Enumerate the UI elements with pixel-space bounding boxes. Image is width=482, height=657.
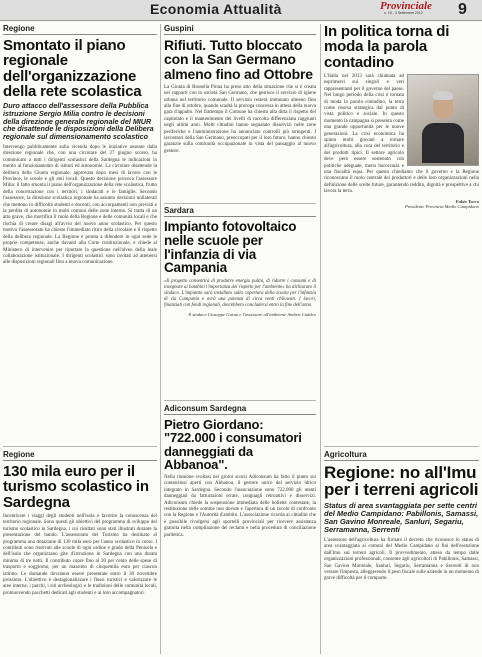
article-contadino (324, 24, 479, 442)
section-rubric: Adiconsum Sardegna (164, 404, 316, 415)
article-turismo (3, 450, 157, 655)
article-headline: Regione: no all'Imu per i terreni agricoli (324, 463, 479, 500)
article-body: Nella riunione svoltasi nei giorni scorsi Adiconsum ha fatto il punto sui contenziosi aperti con Abbanoa, il gestore unico del servizio idrico integrato in Sardegna. Secondo l'associazione sono 722.000 gli utenti danneggiati da fatturazioni errate, conguagli retroattivi e disservizi. Adiconsum chiede la sospensione immediata delle bollette contestate, la restituzione delle somme non dovute e l'apertura di un tavolo di confronto con la Regione e l'Autorità d'ambito. L'associazione ricorda ai cittadini che è possibile rivolgersi agli sportelli provinciali per ricevere assistenza gratuita nella compilazione dei reclami e nella procedura di conciliazione paritetica. (164, 475, 316, 538)
publication-logo: Provinciale (380, 0, 432, 12)
signature-name: Fabio Tocco (455, 198, 479, 204)
article-body: L'assessore dell'agricoltura ha firmato il decreto che riconosce lo status di area svantaggiata ai comuni del Medio Campidano ai fini dell'esenzione dall'Imu sui terreni agricoli. Il provvedimento, atteso da tempo dalle organizzazioni professionali, consente agli agricoltori di Pabillonis, Samassi, San Gavino Monreale, Sanluri, Segariu, Serramanna e Serrenti di non versare l'imposta, alleggerendo il peso fiscale sulle aziende in un momento di grave difficoltà per il comparto. (324, 538, 479, 582)
article-fotovoltaico (164, 206, 316, 396)
divider (164, 400, 316, 401)
article-scuole (3, 24, 157, 442)
column-divider (320, 24, 321, 654)
article-body: «Il progetto consentirà di produrre energia pulita, di ridurre i consumi e di insegnare ai bambini l'importanza del rispetto per l'ambiente» ha dichiarato il sindaco. L'impianto sarà installato sulla copertura della scuola per l'infanzia di via Campania e avrà una potenza di circa venti chilowatt. I lavori, finanziati con fondi regionali, dovrebbero concludersi entro la fine dell'anno. (164, 279, 316, 309)
article-deck: Duro attacco dell'assessore della Pubblica istruzione Sergio Milia contro le decisioni della direzione generale regionale del MIUR che disattende le disposizioni della Delibera regionale sul dimensionamento scolastico (3, 101, 154, 142)
article-deck: Status di area svantaggiata per sette centri del Medio Campidano: Pabillonis, Samassi, San Gavino Monreale, Sanluri, Segariu, Serramanna, Serrenti (324, 500, 479, 534)
section-rubric: Sardara (164, 206, 316, 217)
author-photo (407, 74, 479, 166)
portrait-body (422, 123, 464, 163)
section-rubric: Regione (3, 24, 157, 35)
section-rubric: Regione (3, 450, 157, 461)
article-headline: Rifiuti. Tutto bloccato con la San Germano almeno fino ad Ottobre (164, 37, 313, 82)
article-headline: 130 mila euro per il turismo scolastico in Sardegna (3, 463, 149, 511)
divider (164, 203, 316, 204)
article-headline: Pietro Giordano: "722.000 i consumatori danneggiati da Abbanoa". (164, 417, 302, 472)
article-body: Incentivare i viaggi degli studenti nell'isola e favorire la conoscenza del territorio regionale. Sono questi gli obiettivi del programma di sviluppo del turismo scolastico in Sardegna, i cui risultati sono stati illustrati durante la presentazione del bando. L'assessorato del Turismo ha destinato al programma una dotazione di 130 mila euro per l'anno scolastico in corso. I contributi sono riservati alle scuole di ogni ordine e grado della Penisola e dell'isola che organizzano gite d'istruzione in Sardegna con una durata minima di tre notti. Il contributo copre fino al 30 per cento delle spese di trasporto e soggiorno, per un massimo di cinquemila euro per ciascun istituto. Le domande dovranno essere presentate entro il 30 novembre prossimo. L'obiettivo è destagionalizzare i flussi turistici e valorizzare le aree interne, i parchi, i siti archeologici e le tradizioni delle comunità locali, promuovendo pacchetti dedicati agli studenti e ai loro accompagnatori. (3, 513, 157, 596)
divider (324, 446, 479, 447)
issue-date: n. 15 - 3 Settembre 2012 (384, 11, 423, 15)
article-headline: Impianto fotovoltaico nelle scuole per l'infanzia di via Campania (164, 219, 297, 276)
column-divider (160, 24, 161, 654)
article-body: Intervengo pubblicamente sulla vicenda dopo le iniziative assunte dalla direzione regionale che, con una circolare del 27 giugno scorso, ha comunicato a tutti i dirigenti scolastici della Sardegna le indicazioni in merito al funzionamento di istituti ed autonomie. La circolare disattende la delibera della Giunta regionale, approvata dopo mesi di lavoro con le Province, le scuole e gli enti locali. Questo decisione provoca l'assessore Milia: il fatto smonta il piano dell'organizzazione della rete scolastica, frutto della concertazione con i territori, i sindacati e le famiglie. Secondo l'assessore, la direzione scolastica regionale ha assunto decisioni unilaterali che mettono in difficoltà studenti e docenti, con accorpamenti non previsti e la perdita di autonomie in molti comuni delle zone interne. Si tratta di un atto grave, che mortifica il ruolo della Regione e delle comunità locali e che rischia di creare disagi all'avvio del nuovo anno scolastico. Per questo motivo l'assessorato ha chiesto l'immediato ritiro della circolare e il rispetto della delibera regionale. La Regione è pronta a difendere in ogni sede le proprie competenze, anche davanti alla Corte costituzionale, e chiede al Ministero di intervenire per riportare la questione nell'alveo della leale collaborazione istituzionale. I dirigenti scolastici sono invitati ad attenersi alle disposizioni regionali fino a nuova comunicazione. (3, 145, 157, 266)
section-rubric: Agricoltura (324, 450, 479, 461)
section-rubric: Guspini (164, 24, 316, 35)
article-body: L'Italia nel 2013 sarà chiamata ad esprimersi sui singoli e veri rappresentanti per il governo del paese. Nel lungo periodo della crisi è tornata di moda la parola contadino, la terra come risorsa strategica dal punto di vista politico e sociale. In questo momento la campagna si presenta come una grande opportunità per le nuove generazioni. La crisi economica ha spinto molti giovani a tornare all'agricoltura, alla cura del territorio e dei prodotti tipici. Il settore agricolo deve però essere sostenuto con politiche adeguate, meno burocrazia e una fiscalità equa. Per questo chiediamo che il governo e la Regione riconoscano il ruolo centrale dei produttori e delle loro organizzazioni nella definizione delle scelte future, garantendo reddito, dignità e prospettive a chi lavora la terra. (324, 73, 479, 195)
article-headline: Smontato il piano regionale dell'organizzazione della rete scolastica (3, 37, 142, 100)
section-title: Economia Attualità (150, 1, 282, 17)
article-signature: Il sindaco Giuseppe Garau e l'assessore all'ambiente Andrea Caddeo (188, 312, 316, 318)
portrait-hair (433, 91, 453, 100)
page-header (0, 0, 482, 21)
article-headline: In politica torna di moda la parola contadino (324, 24, 450, 71)
page-number: 9 (458, 1, 467, 18)
divider (3, 446, 157, 447)
signature-role: Presidente Provincia Medio Campidano (404, 203, 479, 209)
article-content (324, 74, 479, 196)
article-imu (324, 450, 479, 655)
article-abbanoa (164, 404, 316, 654)
article-body: La Giunta di Rossella Pinna ha preso atto della situazione che si è creata nei rapporti con la società San Germano, che gestisce il servizio di igiene urbana nel territorio comunale. Il servizio resterà immutato almeno fino alla fine di ottobre, quando scadrà la proroga concessa in attesa della nuova gara d'appalto. Nel frattempo il Comune ha chiesto alla ditta il rispetto del capitolato e il mantenimento dei livelli di raccolta differenziata raggiunti negli ultimi anni. Molti cittadini hanno segnalato disservizi nelle zone periferiche e l'amministrazione ha annunciato controlli più stringenti. I lavoratori della San Germano, preoccupati per il loro futuro, hanno chiesto garanzie sulla continuità occupazionale in vista del passaggio al nuovo gestore. (164, 84, 316, 154)
article-rifiuti (164, 24, 316, 200)
